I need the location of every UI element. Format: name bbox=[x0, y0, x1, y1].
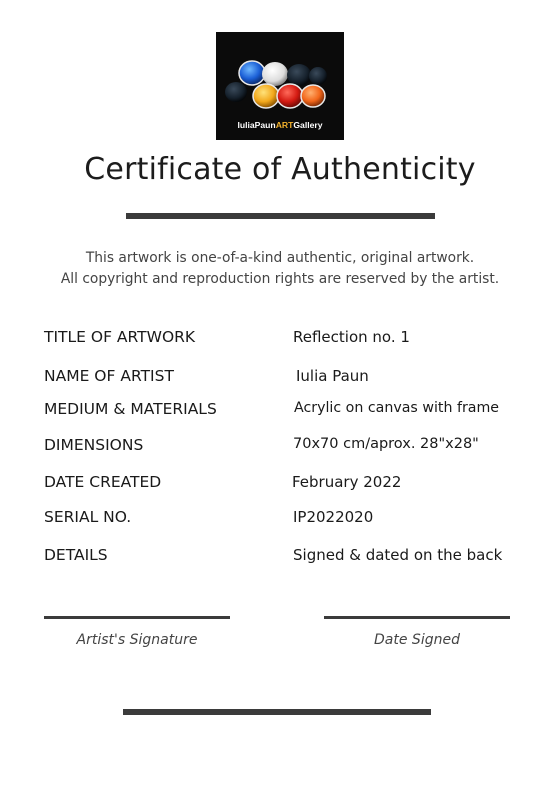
certificate-title: Certificate of Authenticity bbox=[84, 152, 476, 187]
field-value-details: Signed & dated on the back bbox=[293, 546, 503, 564]
field-value-artist: Iulia Paun bbox=[296, 367, 369, 385]
gallery-logo-text bbox=[216, 120, 344, 130]
field-value-medium: Acrylic on canvas with frame bbox=[294, 400, 500, 416]
date-signed-line bbox=[324, 616, 510, 619]
field-label-title: TITLE OF ARTWORK bbox=[44, 328, 196, 346]
field-label-artist: NAME OF ARTIST bbox=[44, 367, 174, 385]
intro-text bbox=[0, 248, 560, 290]
logo-name-part2: Gallery bbox=[293, 120, 323, 130]
field-value-date-created: February 2022 bbox=[292, 473, 402, 491]
field-label-medium: MEDIUM & MATERIALS bbox=[44, 400, 217, 418]
field-label-serial: SERIAL NO. bbox=[44, 508, 132, 526]
date-signed-caption: Date Signed bbox=[374, 632, 460, 648]
bottom-divider bbox=[123, 709, 431, 715]
paint-pots-image bbox=[216, 32, 344, 122]
intro-line-1: This artwork is one-of-a-kind authentic, original artwork. bbox=[85, 250, 475, 266]
field-label-dimensions: DIMENSIONS bbox=[44, 436, 144, 454]
field-value-dimensions: 70x70 cm/aprox. 28"x28" bbox=[293, 436, 479, 452]
intro-line-2: All copyright and reproduction rights are reserved by the artist. bbox=[60, 271, 500, 287]
field-value-serial: IP2022020 bbox=[293, 508, 374, 526]
artist-signature-caption: Artist's Signature bbox=[76, 632, 198, 648]
logo-name-accent: ART bbox=[275, 120, 294, 130]
logo-name-part1: IuliaPaun bbox=[237, 120, 276, 130]
gallery-logo bbox=[216, 32, 344, 140]
artist-signature-line bbox=[44, 616, 230, 619]
field-label-date-created: DATE CREATED bbox=[44, 473, 162, 491]
field-label-details: DETAILS bbox=[44, 546, 108, 564]
field-value-title: Reflection no. 1 bbox=[293, 328, 410, 346]
top-divider bbox=[126, 213, 435, 219]
